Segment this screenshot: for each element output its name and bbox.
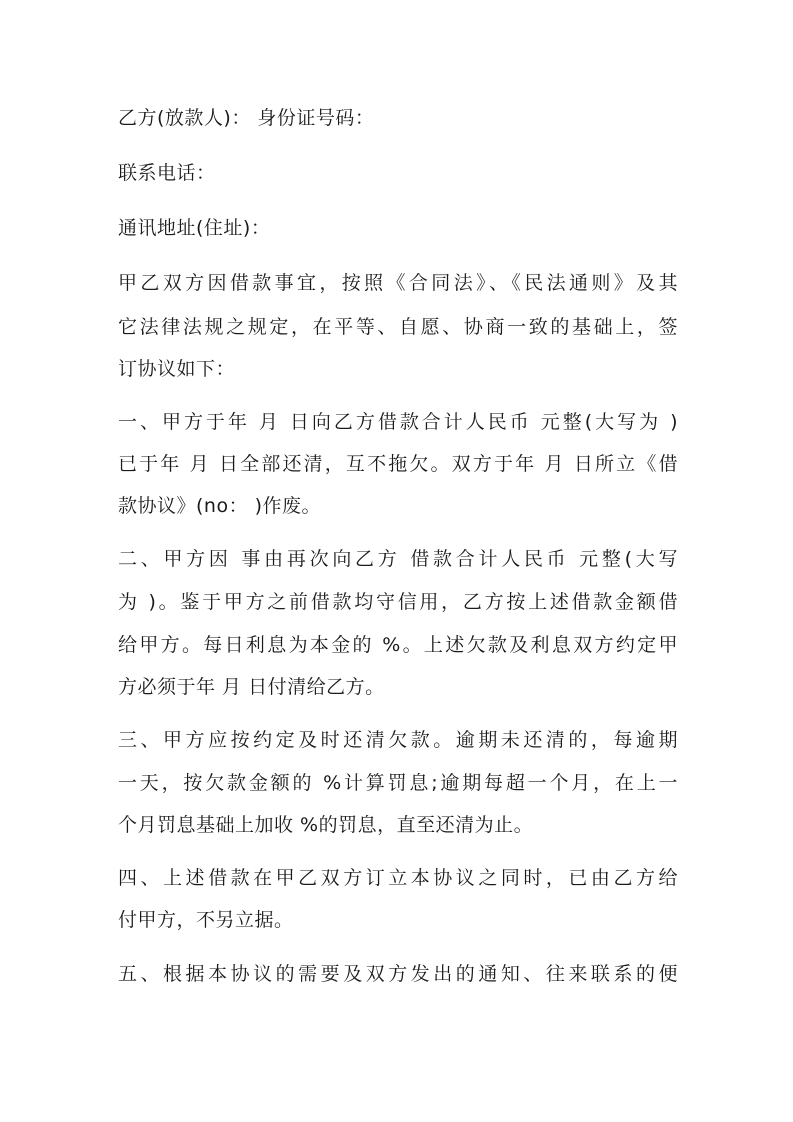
address-line: 通讯地址(住址)： bbox=[118, 217, 271, 239]
clause-1-line-3: 款协议》(no： )作废。 bbox=[118, 495, 322, 517]
clause-3-line-2: 一天，按欠款金额的 %计算罚息;逾期每超一个月，在上一 bbox=[118, 772, 678, 794]
clause-2-line-4: 方必须于年 月 日付清给乙方。 bbox=[118, 676, 385, 698]
clause-2-line-3: 给甲方。每日利息为本金的 %。上述欠款及利息双方约定甲 bbox=[118, 634, 678, 656]
intro-paragraph-line-3: 订协议如下： bbox=[118, 358, 236, 380]
clause-1-line-2: 已于年 月 日全部还清，互不拖欠。双方于年 月 日所立《借 bbox=[118, 453, 678, 475]
clause-4-line-2: 付甲方，不另立据。 bbox=[118, 909, 294, 931]
clause-5-line-1: 五、根据本协议的需要及双方发出的通知、往来联系的便 bbox=[118, 963, 678, 985]
clause-3-line-3: 个月罚息基础上加收 %的罚息，直至还清为止。 bbox=[118, 814, 534, 836]
intro-paragraph-line-1: 甲乙双方因借款事宜，按照《合同法》、《民法通则》及其 bbox=[118, 272, 678, 294]
clause-1-line-1: 一、甲方于年 月 日向乙方借款合计人民币 元整(大写为 ) bbox=[118, 411, 678, 433]
clause-3-line-1: 三、甲方应按约定及时还清欠款。逾期未还清的，每逾期 bbox=[118, 729, 678, 751]
intro-paragraph-line-2: 它法律法规之规定，在平等、自愿、协商一致的基础上，签 bbox=[118, 316, 678, 338]
clause-2-line-2: 为 )。鉴于甲方之前借款均守信用，乙方按上述借款金额借 bbox=[118, 591, 678, 613]
clause-4-line-1: 四、上述借款在甲乙双方订立本协议之同时，已由乙方给 bbox=[118, 867, 678, 889]
clause-2-line-1: 二、甲方因 事由再次向乙方 借款合计人民币 元整(大写 bbox=[118, 548, 678, 570]
lender-id-line: 乙方(放款人)： 身份证号码： bbox=[118, 107, 375, 129]
phone-line: 联系电话： bbox=[118, 162, 216, 184]
